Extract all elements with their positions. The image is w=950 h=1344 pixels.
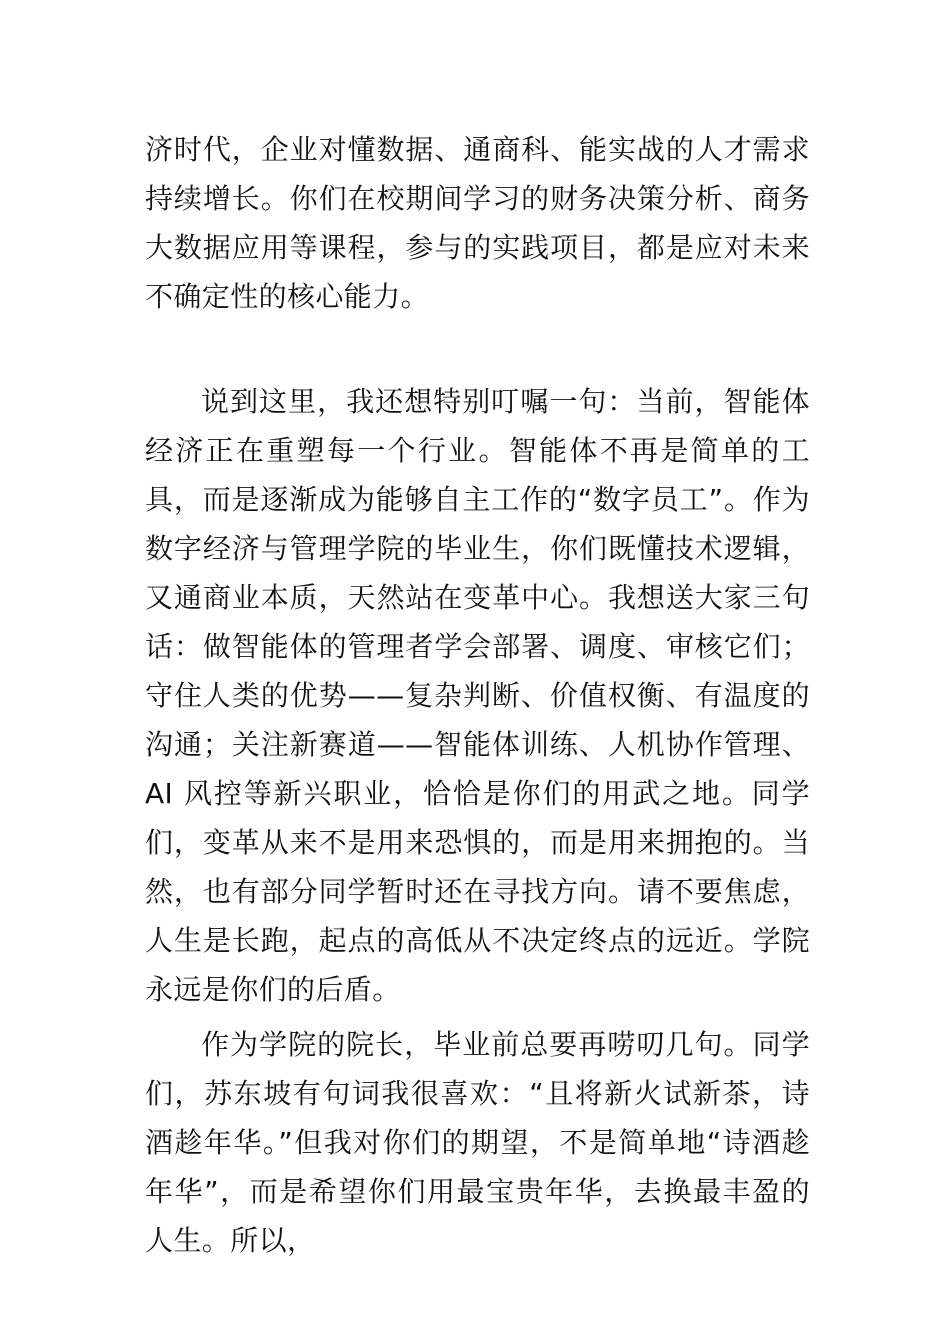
paragraph-dean-remarks: 作为学院的院长，毕业前总要再唠叨几句。同学们，苏东坡有句词我很喜欢：“且将新火试新茶，诗酒趁年华。”但我对你们的期望，不是简单地“诗酒趁年华”，而是希望你们用最宝贵年华，去换最丰盈的人生。所以， [145,1028,810,1257]
paragraph-continuation: 济时代，企业对懂数据、通商科、能实战的人才需求持续增长。你们在校期间学习的财务决策分析、商务大数据应用等课程，参与的实践项目，都是应对未来不确定性的核心能力。 [145,133,810,313]
paragraph-intelligent-agent-economy: 说到这里，我还想特别叮嘱一句：当前，智能体经济正在重塑每一个行业。智能体不再是简单的工具，而是逐渐成为能够自主工作的“数字员工”。作为数字经济与管理学院的毕业生，你们既懂技术逻辑，又通商业本质，天然站在变革中心。我想送大家三句话：做智能体的管理者学会部署、调度、审核它们；守住人类的优势——复杂判断、价值权衡、有温度的沟通；关注新赛道——智能体训练、人机协作管理、AI 风控等新兴职业，恰恰是你们的用武之地。同学们，变革从来不是用来恐惧的，而是用来拥抱的。当然，也有部分同学暂时还在寻找方向。请不要焦虑，人生是长跑，起点的高低从不决定终点的远近。学院永远是你们的后盾。 [145,385,810,1006]
